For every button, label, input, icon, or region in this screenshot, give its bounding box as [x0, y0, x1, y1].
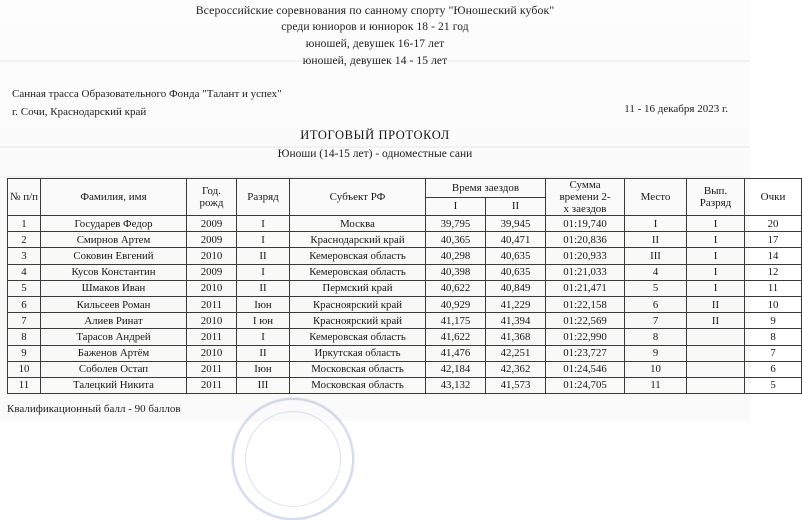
row-cell-rank: III — [237, 377, 290, 393]
row-cell-total-time: 01:22,569 — [546, 313, 625, 329]
row-cell-name: Смирнов Артем — [41, 232, 187, 248]
row-cell-number: 11 — [8, 377, 41, 393]
row-cell-total-time: 01:21,033 — [546, 264, 625, 280]
col-header-region: Субъект РФ — [290, 179, 426, 216]
table-row — [8, 345, 802, 361]
row-cell-name: Соковин Евгений — [41, 248, 187, 264]
row-cell-achieved-rank: I — [687, 216, 745, 232]
row-cell-rank: I — [237, 232, 290, 248]
row-cell-place: II — [625, 232, 687, 248]
col-header-total-line3: х заездов — [563, 203, 607, 215]
row-cell-run-1: 39,795 — [426, 216, 486, 232]
row-cell-run-1: 40,365 — [426, 232, 486, 248]
row-cell-rank: Iюн — [237, 361, 290, 377]
row-cell-birth-year: 2009 — [187, 264, 237, 280]
row-cell-rank: I — [237, 264, 290, 280]
row-cell-place: 7 — [625, 313, 687, 329]
col-header-achieved-rank-line1: Вып. — [703, 185, 728, 197]
header-line-4: юношей, девушек 14 - 15 лет — [302, 55, 448, 67]
row-cell-run-1: 41,476 — [426, 345, 486, 361]
row-cell-run-2: 42,362 — [486, 361, 546, 377]
venue-city: г. Сочи, Краснодарский край — [12, 106, 147, 118]
row-cell-place: 5 — [625, 280, 687, 296]
row-cell-place: III — [625, 248, 687, 264]
row-cell-region: Пермский край — [290, 280, 426, 296]
venue-block — [12, 85, 282, 121]
row-cell-run-2: 42,251 — [486, 345, 546, 361]
row-cell-rank: I — [237, 329, 290, 345]
col-header-total-line1: Сумма — [569, 179, 601, 191]
qualification-note: Квалификационный балл - 90 баллов — [7, 403, 181, 415]
venue-track: Санная трасса Образовательного Фонда "Талант и успех" — [12, 88, 282, 100]
row-cell-run-2: 41,368 — [486, 329, 546, 345]
row-cell-place: 10 — [625, 361, 687, 377]
row-cell-number: 1 — [8, 216, 41, 232]
row-cell-run-1: 40,622 — [426, 280, 486, 296]
row-cell-points: 17 — [745, 232, 802, 248]
row-cell-achieved-rank — [687, 377, 745, 393]
row-cell-achieved-rank: II — [687, 296, 745, 312]
row-cell-number: 2 — [8, 232, 41, 248]
row-cell-birth-year: 2009 — [187, 232, 237, 248]
col-header-run-times-group: Время заездов — [426, 179, 546, 198]
row-cell-region: Москва — [290, 216, 426, 232]
row-cell-region: Красноярский край — [290, 313, 426, 329]
col-header-birth-year-line2: рожд — [199, 197, 224, 209]
row-cell-points: 11 — [745, 280, 802, 296]
row-cell-total-time: 01:22,990 — [546, 329, 625, 345]
row-cell-run-2: 40,849 — [486, 280, 546, 296]
col-header-run-1: I — [426, 197, 486, 216]
row-cell-birth-year: 2011 — [187, 329, 237, 345]
row-cell-birth-year: 2010 — [187, 313, 237, 329]
row-cell-place: 6 — [625, 296, 687, 312]
row-cell-region: Краснодарский край — [290, 232, 426, 248]
table-row — [8, 361, 802, 377]
col-header-name: Фамилия, имя — [41, 179, 187, 216]
row-cell-number: 8 — [8, 329, 41, 345]
row-cell-birth-year: 2010 — [187, 248, 237, 264]
row-cell-run-2: 41,394 — [486, 313, 546, 329]
page-subtitle: Юноши (14-15 лет) - одноместные сани — [277, 148, 473, 160]
row-cell-run-2: 41,229 — [486, 296, 546, 312]
row-cell-number: 10 — [8, 361, 41, 377]
col-header-number: № п/п — [8, 179, 41, 216]
col-header-achieved-rank-line2: Разряд — [699, 197, 732, 209]
row-cell-run-1: 42,184 — [426, 361, 486, 377]
row-cell-points: 9 — [745, 313, 802, 329]
row-cell-name: Шмаков Иван — [41, 280, 187, 296]
row-cell-achieved-rank — [687, 329, 745, 345]
page-title: ИТОГОВЫЙ ПРОТОКОЛ — [300, 128, 450, 142]
row-cell-rank: II — [237, 248, 290, 264]
row-cell-total-time: 01:19,740 — [546, 216, 625, 232]
row-cell-birth-year: 2009 — [187, 216, 237, 232]
row-cell-birth-year: 2011 — [187, 377, 237, 393]
row-cell-run-2: 41,573 — [486, 377, 546, 393]
row-cell-birth-year: 2010 — [187, 345, 237, 361]
col-header-rank: Разряд — [237, 179, 290, 216]
row-cell-place: I — [625, 216, 687, 232]
row-cell-total-time: 01:21,471 — [546, 280, 625, 296]
row-cell-total-time: 01:22,158 — [546, 296, 625, 312]
row-cell-name: Кусов Константин — [41, 264, 187, 280]
row-cell-region: Кемеровская область — [290, 329, 426, 345]
col-header-run-2: II — [486, 197, 546, 216]
row-cell-place: 11 — [625, 377, 687, 393]
row-cell-points: 7 — [745, 345, 802, 361]
row-cell-region: Иркутская область — [290, 345, 426, 361]
row-cell-rank: II — [237, 345, 290, 361]
row-cell-run-1: 43,132 — [426, 377, 486, 393]
table-row — [8, 248, 802, 264]
row-cell-run-1: 41,175 — [426, 313, 486, 329]
row-cell-points: 12 — [745, 264, 802, 280]
results-table-body — [8, 216, 802, 394]
row-cell-total-time: 01:24,705 — [546, 377, 625, 393]
row-cell-number: 4 — [8, 264, 41, 280]
row-cell-birth-year: 2011 — [187, 296, 237, 312]
row-cell-name: Кильсеев Роман — [41, 296, 187, 312]
header-line-1: Всероссийские соревнования по санному спорту "Юношеский кубок" — [195, 3, 555, 17]
table-row — [8, 377, 802, 393]
competition-dates: 11 - 16 декабря 2023 г. — [624, 103, 728, 115]
table-row — [8, 264, 802, 280]
col-header-achieved-rank — [687, 179, 745, 216]
results-table — [7, 178, 802, 394]
row-cell-birth-year: 2011 — [187, 361, 237, 377]
row-cell-name: Государев Федор — [41, 216, 187, 232]
row-cell-achieved-rank: I — [687, 248, 745, 264]
row-cell-name: Тарасов Андрей — [41, 329, 187, 345]
col-header-birth-year — [187, 179, 237, 216]
row-cell-run-1: 40,298 — [426, 248, 486, 264]
row-cell-points: 8 — [745, 329, 802, 345]
row-cell-region: Кемеровская область — [290, 264, 426, 280]
col-header-total-time — [546, 179, 625, 216]
header-line-3: юношей, девушек 16-17 лет — [305, 38, 445, 50]
row-cell-achieved-rank: I — [687, 232, 745, 248]
row-cell-region: Красноярский край — [290, 296, 426, 312]
official-stamp-icon — [232, 398, 354, 520]
results-table-wrapper — [7, 178, 786, 394]
row-cell-number: 3 — [8, 248, 41, 264]
row-cell-points: 10 — [745, 296, 802, 312]
row-cell-total-time: 01:24,546 — [546, 361, 625, 377]
row-cell-rank: Iюн — [237, 296, 290, 312]
row-cell-place: 8 — [625, 329, 687, 345]
row-cell-name: Соболев Остап — [41, 361, 187, 377]
table-row — [8, 329, 802, 345]
row-cell-number: 5 — [8, 280, 41, 296]
row-cell-number: 9 — [8, 345, 41, 361]
row-cell-name: Талецкий Никита — [41, 377, 187, 393]
row-cell-run-1: 40,398 — [426, 264, 486, 280]
row-cell-run-2: 39,945 — [486, 216, 546, 232]
row-cell-birth-year: 2010 — [187, 280, 237, 296]
row-cell-region: Кемеровская область — [290, 248, 426, 264]
row-cell-points: 14 — [745, 248, 802, 264]
row-cell-achieved-rank — [687, 361, 745, 377]
row-cell-rank: II — [237, 280, 290, 296]
table-row — [8, 280, 802, 296]
row-cell-achieved-rank: I — [687, 264, 745, 280]
table-row — [8, 232, 802, 248]
row-cell-place: 9 — [625, 345, 687, 361]
row-cell-points: 20 — [745, 216, 802, 232]
header-line-2: среди юниоров и юниорок 18 - 21 год — [281, 21, 469, 33]
table-row — [8, 216, 802, 232]
row-cell-total-time: 01:20,933 — [546, 248, 625, 264]
competition-header — [0, 2, 750, 70]
row-cell-name: Баженов Артём — [41, 345, 187, 361]
row-cell-run-2: 40,471 — [486, 232, 546, 248]
col-header-place: Место — [625, 179, 687, 216]
col-header-birth-year-line1: Год. — [202, 185, 221, 197]
table-row — [8, 313, 802, 329]
row-cell-achieved-rank — [687, 345, 745, 361]
row-cell-run-1: 40,929 — [426, 296, 486, 312]
row-cell-total-time: 01:23,727 — [546, 345, 625, 361]
col-header-total-line2: времени 2- — [559, 191, 611, 203]
row-cell-achieved-rank: II — [687, 313, 745, 329]
table-row — [8, 296, 802, 312]
row-cell-region: Московская область — [290, 361, 426, 377]
row-cell-total-time: 01:20,836 — [546, 232, 625, 248]
row-cell-region: Московская область — [290, 377, 426, 393]
row-cell-points: 5 — [745, 377, 802, 393]
row-cell-points: 6 — [745, 361, 802, 377]
row-cell-rank: I юн — [237, 313, 290, 329]
row-cell-number: 7 — [8, 313, 41, 329]
row-cell-place: 4 — [625, 264, 687, 280]
col-header-points: Очки — [745, 179, 802, 216]
row-cell-run-2: 40,635 — [486, 264, 546, 280]
row-cell-number: 6 — [8, 296, 41, 312]
row-cell-rank: I — [237, 216, 290, 232]
row-cell-achieved-rank: I — [687, 280, 745, 296]
row-cell-run-2: 40,635 — [486, 248, 546, 264]
row-cell-run-1: 41,622 — [426, 329, 486, 345]
table-header-row-1 — [8, 179, 802, 198]
row-cell-name: Алиев Ринат — [41, 313, 187, 329]
